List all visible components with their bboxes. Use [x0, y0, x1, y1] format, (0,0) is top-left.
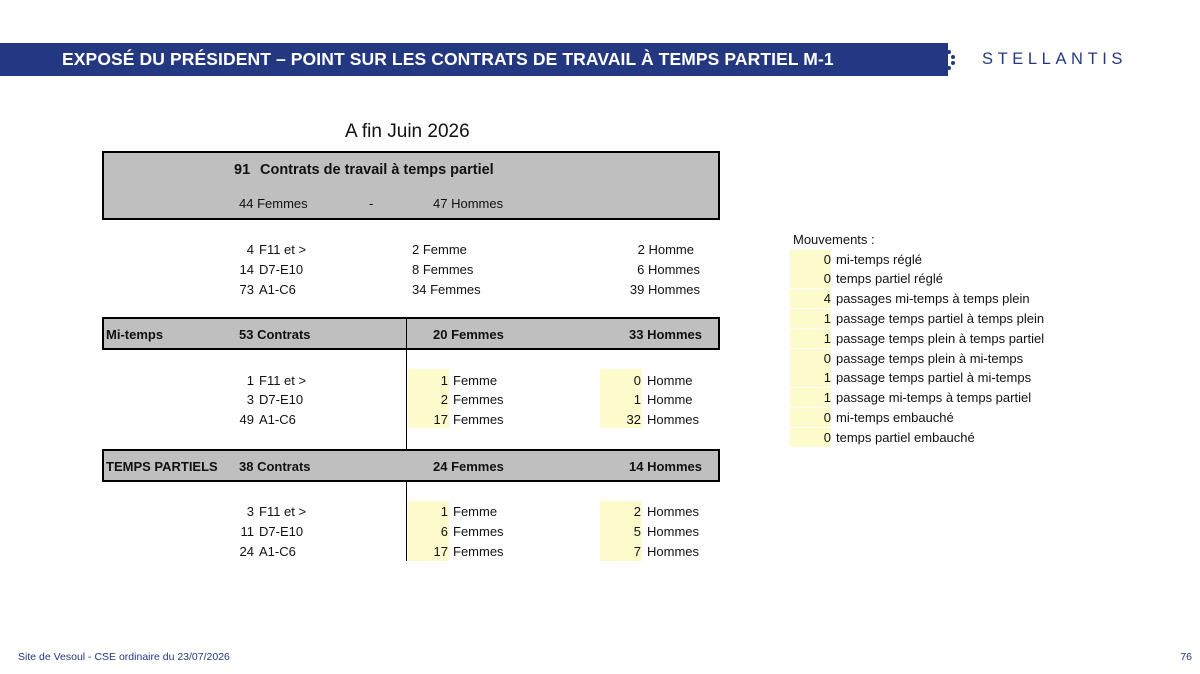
mi-temps-contracts: 53 Contrats	[239, 327, 311, 342]
mi-temps-row-women-num: 2	[440, 392, 448, 407]
temps-partiels-row-men-label: Hommes	[647, 524, 700, 539]
page-title: EXPOSÉ DU PRÉSIDENT – POINT SUR LES CONTRATS DE TRAVAIL À TEMPS PARTIEL M-1	[62, 49, 834, 69]
header-banner	[0, 43, 948, 76]
temps-partiels-row-num: 3	[246, 504, 254, 519]
mi-temps-men: 33 Hommes	[629, 327, 702, 342]
movement-label: passage temps partiel à mi-temps	[836, 370, 1032, 385]
temps-partiels-row-num: 24	[239, 544, 254, 559]
page-number: 76	[1180, 651, 1192, 663]
overall-row-num: 14	[239, 262, 254, 277]
temps-partiels-row-grade: D7-E10	[259, 524, 304, 539]
temps-partiels-label: TEMPS PARTIELS	[106, 459, 218, 474]
temps-partiels-row-women-num: 6	[440, 524, 448, 539]
temps-partiels-row-women-num: 1	[440, 504, 448, 519]
mi-temps-row-women-label: Femmes	[453, 392, 504, 407]
summary-total-label: Contrats de travail à temps partiel	[260, 162, 494, 178]
movement-item	[790, 250, 1070, 269]
movement-item	[790, 388, 1070, 407]
movement-count: 1	[823, 390, 831, 405]
mi-temps-row-grade: F11 et >	[259, 373, 307, 388]
mi-temps-row-women-label: Femmes	[453, 412, 504, 427]
mi-temps-row-women-num: 17	[433, 412, 448, 427]
mi-temps-row-grade: A1-C6	[259, 412, 296, 427]
movement-item	[790, 269, 1070, 288]
overall-row-men: 2 Homme	[637, 242, 694, 257]
movement-item	[790, 309, 1070, 328]
movement-count: 0	[823, 410, 831, 425]
temps-partiels-men: 14 Hommes	[629, 459, 702, 474]
movement-item	[790, 408, 1070, 427]
stellantis-logo: STELLANTIS	[982, 50, 1128, 68]
mi-temps-row-num: 3	[246, 392, 254, 407]
movement-label: passage mi-temps à temps partiel	[836, 390, 1032, 405]
movement-label: passage temps partiel à temps plein	[836, 311, 1045, 326]
temps-partiels-row-men-label: Hommes	[647, 544, 700, 559]
mi-temps-label: Mi-temps	[106, 327, 164, 342]
movement-label: passages mi-temps à temps plein	[836, 291, 1030, 306]
temps-partiels-row-women-label: Femme	[453, 504, 498, 519]
movement-item	[790, 368, 1070, 387]
summary-separator: -	[369, 196, 374, 211]
temps-partiels-row-women-label: Femmes	[453, 544, 504, 559]
dots-decoration-icon	[938, 45, 960, 75]
overall-row-men: 6 Hommes	[637, 262, 700, 277]
period-label: A fin Juin 2026	[345, 121, 470, 142]
footer-site: Site de Vesoul - CSE ordinaire du 23/07/2026	[18, 651, 230, 663]
movement-count: 4	[823, 291, 831, 306]
mi-temps-row-men-num: 0	[633, 373, 641, 388]
mi-temps-row-grade: D7-E10	[259, 392, 304, 407]
overall-row-women: 34 Femmes	[412, 282, 481, 297]
movement-count: 0	[823, 271, 831, 286]
temps-partiels-contracts: 38 Contrats	[239, 459, 311, 474]
movement-label: mi-temps réglé	[836, 252, 922, 267]
temps-partiels-row-men-label: Hommes	[647, 504, 700, 519]
temps-partiels-row-women-num: 17	[433, 544, 448, 559]
movement-count: 0	[823, 430, 831, 445]
temps-partiels-row-grade: A1-C6	[259, 544, 296, 559]
summary-women: 44 Femmes	[239, 196, 308, 211]
mi-temps-row-men-label: Hommes	[647, 412, 700, 427]
mi-temps-row-num: 49	[239, 412, 254, 427]
movement-label: temps partiel réglé	[836, 271, 943, 286]
movement-item	[790, 349, 1070, 368]
movement-item	[790, 428, 1070, 447]
temps-partiels-row-men-num: 7	[633, 544, 641, 559]
overall-row-men: 39 Hommes	[629, 282, 700, 297]
temps-partiels-row-men-num: 2	[633, 504, 641, 519]
overall-row-women: 8 Femmes	[412, 262, 474, 277]
mi-temps-row-women-label: Femme	[453, 373, 498, 388]
mi-temps-women: 20 Femmes	[433, 327, 504, 342]
temps-partiels-row-men-num: 5	[633, 524, 641, 539]
temps-partiels-row-women-label: Femmes	[453, 524, 504, 539]
overall-row-grade: D7-E10	[259, 262, 304, 277]
movement-item	[790, 289, 1070, 308]
temps-partiels-women: 24 Femmes	[433, 459, 504, 474]
temps-partiels-row-grade: F11 et >	[259, 504, 307, 519]
mi-temps-row-men-num: 1	[633, 392, 641, 407]
temps-partiels-row-num: 11	[240, 524, 254, 539]
column-divider	[406, 317, 407, 561]
mi-temps-row-men-label: Homme	[647, 392, 693, 407]
movement-label: temps partiel embauché	[836, 430, 975, 445]
movement-label: passage temps plein à mi-temps	[836, 351, 1024, 366]
movement-count: 0	[823, 252, 831, 267]
mi-temps-row-women-num: 1	[440, 373, 448, 388]
mi-temps-row-men-num: 32	[626, 412, 641, 427]
movements-title: Mouvements :	[793, 232, 875, 247]
movement-count: 0	[823, 351, 831, 366]
movement-count: 1	[823, 311, 831, 326]
movement-count: 1	[823, 331, 831, 346]
overall-row-num: 73	[239, 282, 254, 297]
overall-row-grade: A1-C6	[259, 282, 296, 297]
mi-temps-row-num: 1	[246, 373, 254, 388]
summary-men: 47 Hommes	[433, 196, 504, 211]
movement-item	[790, 329, 1070, 348]
summary-total: 91	[234, 162, 251, 178]
movement-label: mi-temps embauché	[836, 410, 954, 425]
overall-row-grade: F11 et >	[259, 242, 307, 257]
overall-row-women: 2 Femme	[412, 242, 467, 257]
mi-temps-row-men-label: Homme	[647, 373, 693, 388]
movement-label: passage temps plein à temps partiel	[836, 331, 1045, 346]
movement-count: 1	[823, 370, 831, 385]
overall-row-num: 4	[246, 242, 254, 257]
